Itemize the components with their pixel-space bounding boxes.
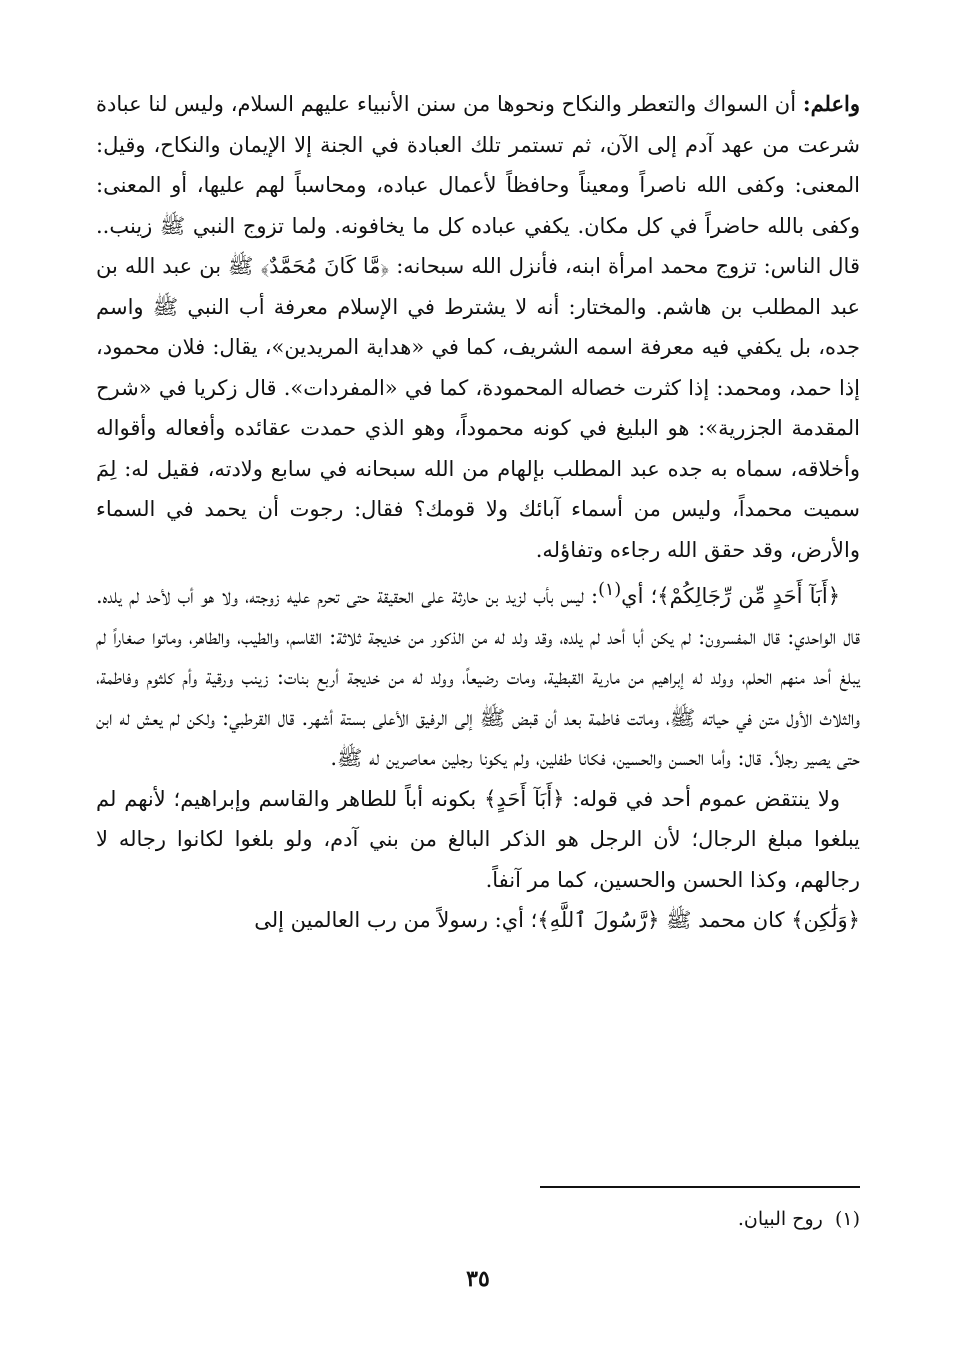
- footnote-reference: (١): [598, 580, 622, 600]
- footnote: [738, 1208, 860, 1230]
- main-text: [96, 84, 860, 941]
- paragraph-4: ﴿وَلَٰكِن﴾ كان محمد ﷺ ﴿رَّسُولَ ٱللَّهِ﴾؛ أي: رسولاً من رب العالمين إلى: [254, 908, 860, 932]
- footnote-divider: [540, 1186, 860, 1188]
- paragraph-1-lead: واعلم:: [802, 91, 860, 116]
- paragraph-2-text: : ليس بأب لزيد بن حارثة على الحقيقة حتى تحرم عليه زوجته، ولا هو أب لأحد لم يلده. قال الواحدي: قال المفسرون: لم يكن أبا أحد لم يلده، وقد ولد له من الذكور من خديجة ثلاثة: القاسم، والطيب، والطاهر، وماتوا صغاراً لم يبلغ أحد منهم الحلم، وولد له إبراهيم من مارية القبطية، ومات رضيعاً، وولد له من خديجة أربع بنات: زينب ورقية وأم كلثوم وفاطمة، والثلاث الأول متن في حياته ﷺ، وماتت فاطمة بعد أن قبض ﷺ إلى الرفيق الأعلى بستة أشهر. قال القرطبي: ولكن لم يعش له ابن حتى يصير رجلاً. قال: وأما الحسن والحسين، فكانا طفلين، ولم يكونا رجلين معاصرين له ﷺ.: [96, 584, 860, 770]
- page-number: ٣٥: [466, 1266, 490, 1292]
- paragraph-2-lead: ﴿أَبَآ أَحَدٍ مِّن رِّجَالِكُمْ﴾؛ أي: [621, 584, 841, 608]
- paragraph-3: ولا ينتقض عموم أحد في قوله: ﴿أَبَآ أَحَدٍ﴾ بكونه أباً للطاهر والقاسم وإبراهيم؛ لأنهم لم يبلغوا مبلغ الرجال؛ لأن الرجل هو الذكر البالغ من بني آدم، ولو بلغوا لكانوا رجاله لا رجالهم، وكذا الحسن والحسين، كما مر آنفاً.: [96, 786, 860, 892]
- footnote-number: (١): [834, 1208, 860, 1230]
- footnote-text: روح البيان.: [737, 1208, 823, 1230]
- paragraph-1: [96, 84, 860, 570]
- paragraph-1-text: أن السواك والتعطر والنكاح ونحوها من سنن الأنبياء عليهم السلام، وليس لنا عبادة شرعت من عهد آدم إلى الآن، ثم تستمر تلك العبادة في الجنة إلا الإيمان والنكاح، وقيل: المعنى: وكفى الله ناصراً ومعيناً وحافظاً لأعمال عباده، ومحاسباً لهم عليها، أو المعنى: وكفى بالله حاضراً في كل مكان. يكفي عباده كل ما يخافونه. ولما تزوج النبي ﷺ زينب.. قال الناس: تزوج محمد امرأة ابنه، فأنزل الله سبحانه: ﴿مَّا كَانَ مُحَمَّدٌ﴾ ﷺ بن عبد الله بن عبد المطلب بن هاشم. والمختار: أنه لا يشترط في الإسلام معرفة أب النبي ﷺ واسم جده، بل يكفي فيه معرفة اسمه الشريف، كما في «هداية المريدين»، يقال: فلان محمود، إذا حمد، ومحمد: إذا كثرت خصاله المحمودة، كما في «المفردات». قال زكريا في «شرح المقدمة الجزرية»: هو البليغ في كونه محموداً، وهو الذي حمدت عقائده وأفعاله وأقواله وأخلاقه، سماه به جده عبد المطلب بإلهام من الله سبحانه في سابع ولادته، فقيل له: لِمَ سميت محمداً، وليس من أسماء آبائك ولا قومك؟ فقال: رجوت أن يحمد في السماء والأرض، وقد حقق الله رجاءه وتفاؤله.: [96, 92, 861, 562]
- paragraph-2: [96, 570, 860, 779]
